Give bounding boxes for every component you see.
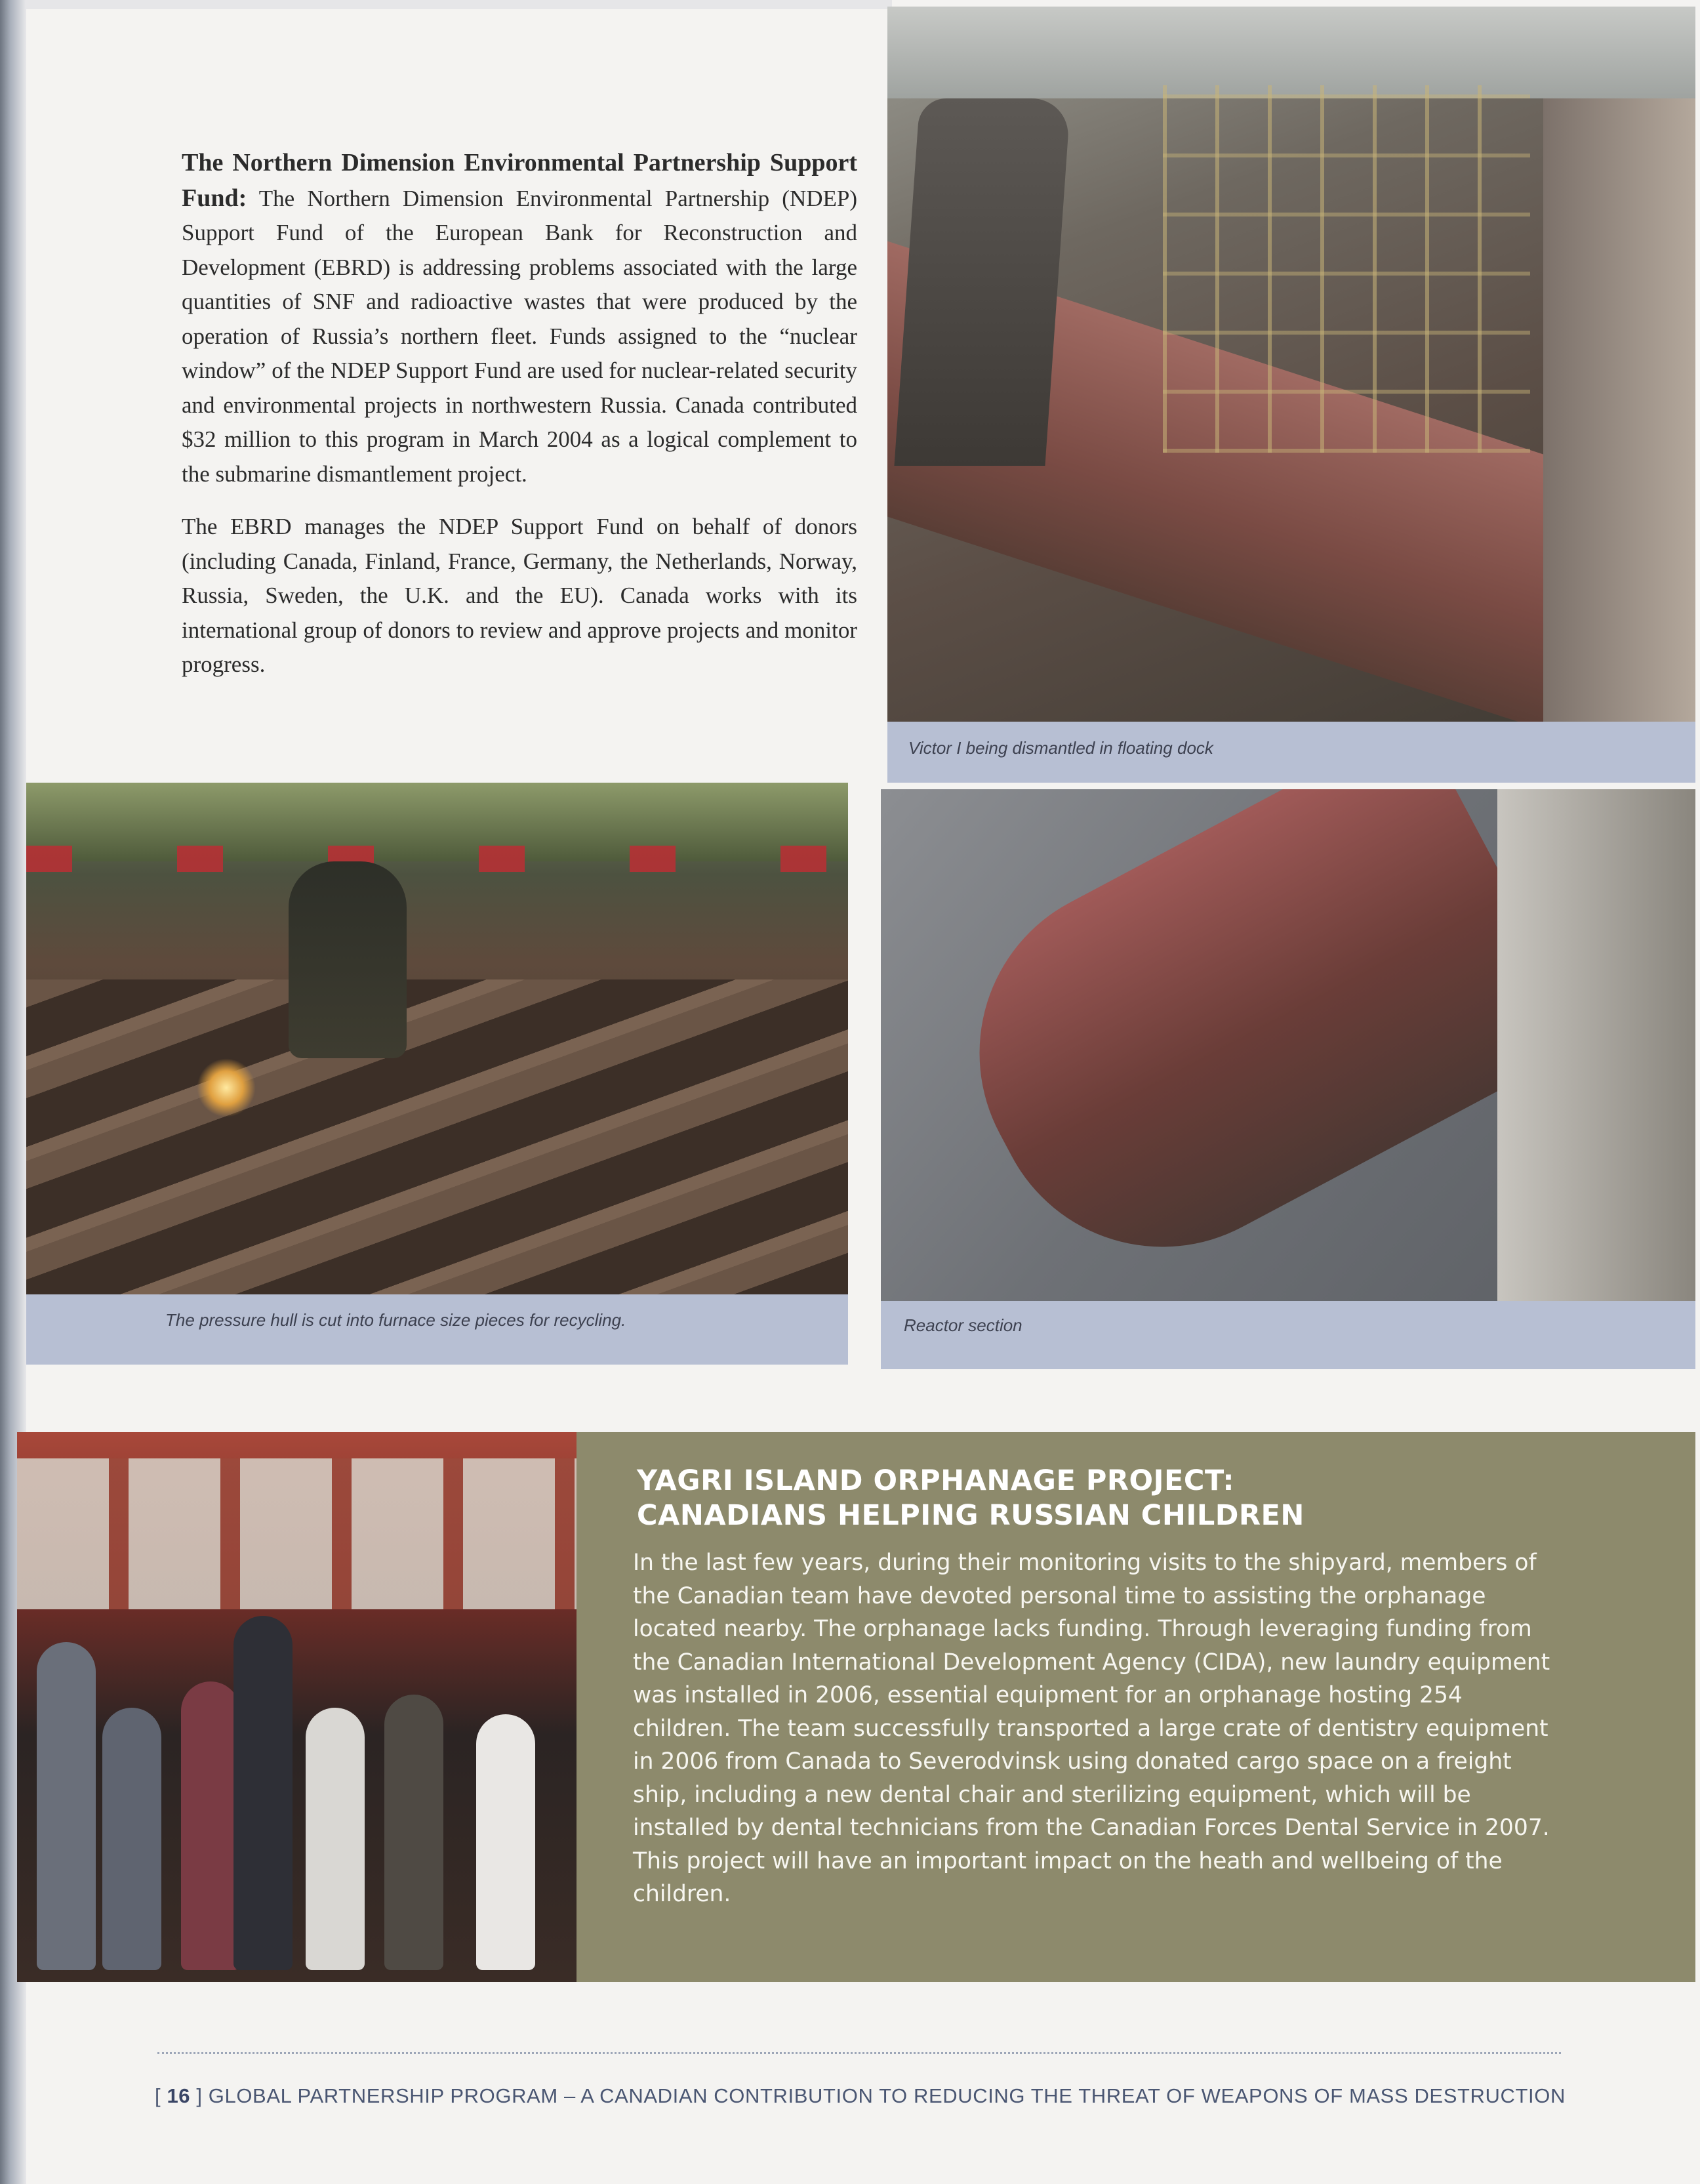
submarine-sail [894,98,1070,466]
ndep-paragraph-2: The EBRD manages the NDEP Support Fund on behalf of donors (including Canada, Finland, France, Germany, the Netherlands, Norway, Russia, Sweden, the U.K. and the EU). Canada works with its international group of donors to review and approve projects and monitor progress. [182,514,857,677]
top-edge [26,0,892,9]
orphanage-group-photo [17,1432,577,1982]
ndep-paragraph-1-body: The Northern Dimension Environmental Partnership (NDEP) Support Fund of the European Bank for Reconstruction and Development (EBRD) is addressing problems associated with the large quantities of SNF and radioactive wastes that were produced by the operation of Russia’s northern fleet. Funds assigned to the “nuclear window” of the NDEP Support Fund are used for nuclear-related security and environmental projects in northwestern Russia. Canada contributed $32 million to this program in March 2004 as a logical complement to the submarine dismantlement project. [182,185,857,487]
person-figure [181,1681,240,1970]
page-number-open: [ [155,2084,167,2107]
reactor-caption-bar [881,1301,1695,1369]
person-figure [306,1708,365,1970]
reactor-compartment [920,789,1590,1301]
ndep-lead-heading: The Northern Dimension Environmental Partnership Support Fund: [182,149,857,212]
dock-caption-bar [887,722,1695,783]
reactor-caption: Reactor section [904,1315,1022,1335]
page-number: 16 [167,2084,191,2107]
orphanage-title-line-1: YAGRI ISLAND ORPHANAGE PROJECT: [637,1464,1235,1497]
ndep-intro-text [182,146,857,701]
footer-divider [157,2052,1561,2054]
floating-dock-photo [887,7,1695,722]
person-figure [102,1708,161,1970]
person-figure [233,1616,293,1970]
hull-caption: The pressure hull is cut into furnace size pieces for recycling. [165,1310,626,1330]
page-number-close: ] [190,2084,203,2107]
welder-worker [289,861,407,1058]
person-figure [476,1714,535,1970]
cutting-spark [197,1058,256,1117]
dock-water [887,7,1695,98]
hull-ribs [26,979,848,1294]
orphanage-title [637,1464,1305,1533]
ndep-paragraph-1 [182,146,857,491]
person-figure [37,1642,96,1970]
dock-deck [1543,98,1695,722]
orphanage-body: In the last few years, during their monitoring visits to the shipyard, members of the Canadian team have devoted personal time to assisting the orphanage located nearby. The orphanage lacks funding. Through leveraging funding from the Canadian International Development Agency (CIDA), new laundry equipment was installed in 2006, essential equipment for an orphanage hosting 254 children. The team successfully transported a large crate of dentistry equipment in 2006 from Canada to Severodvinsk using donated cargo space on a freight ship, including a new dental chair and sterilizing equipment, which will be installed by dental technicians from the Canadian Forces Dental Service in 2007. This project will have an important impact on the heath and wellbeing of the children. [633,1550,1550,1907]
hull-caption-bar [26,1294,848,1365]
person-figure [384,1695,443,1970]
pier-structure [1497,789,1695,1301]
page-footer [155,2084,1566,2108]
scaffolding [1163,85,1530,453]
orphanage-panel [577,1432,1695,1982]
dock-caption: Victor I being dismantled in floating dock [908,738,1213,758]
footer-title: GLOBAL PARTNERSHIP PROGRAM – A CANADIAN CONTRIBUTION TO REDUCING THE THREAT OF WEAPONS OF MASS DESTRUCTION [208,2084,1566,2107]
reactor-section-photo [881,789,1695,1301]
orphanage-title-line-2: CANADIANS HELPING RUSSIAN CHILDREN [637,1499,1305,1532]
pressure-hull-photo [26,783,848,1294]
red-railing [26,846,848,872]
wall-displays [17,1458,577,1609]
